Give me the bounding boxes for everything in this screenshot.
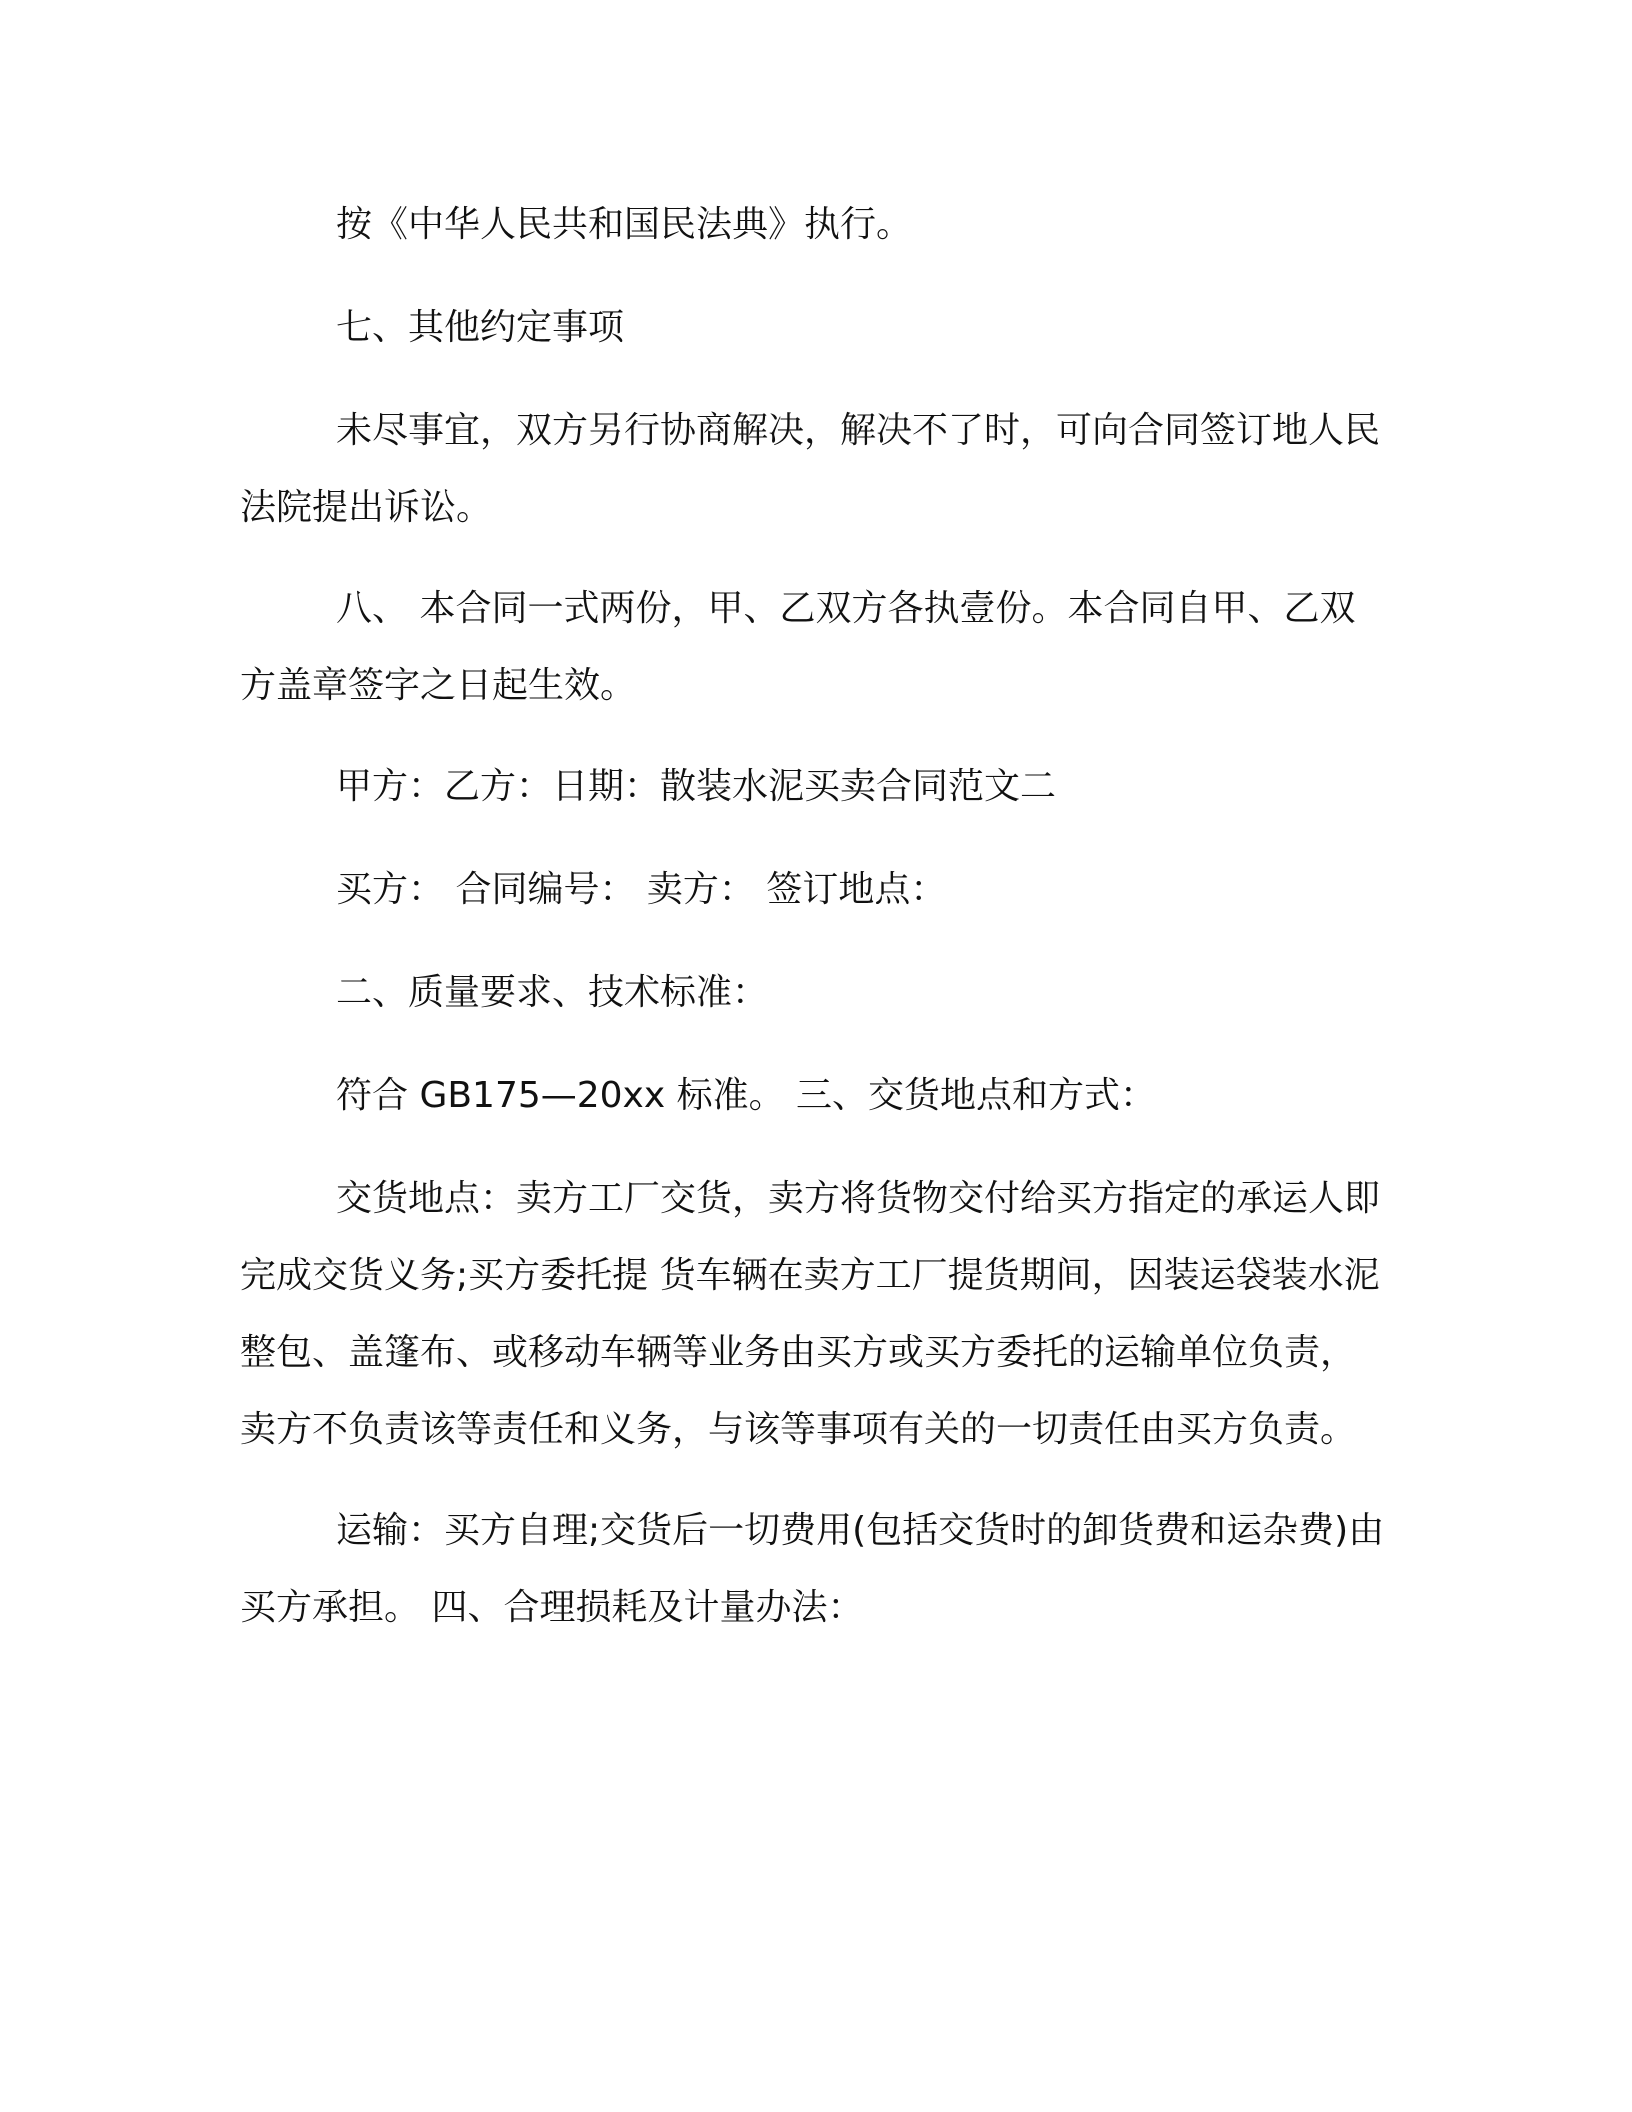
paragraph-buyer-seller-fields: 买方： 合同编号： 卖方： 签订地点：	[336, 869, 947, 910]
paragraph-contract-copies: 八、 本合同一式两份，甲、乙双方各执壹份。本合同自甲、乙双方盖章签字之日起生效。	[240, 588, 1356, 706]
paragraph-unresolved-matters: 未尽事宜，双方另行协商解决，解决不了时，可向合同签订地人民法院提出诉讼。	[240, 410, 1381, 528]
paragraph-delivery-location: 交货地点：卖方工厂交货，卖方将货物交付给买方指定的承运人即完成交货义务;买方委托提 货车辆在卖方工厂提货期间，因装运袋装水泥整包、盖篷布、或移动车辆等业务由买方或买方委托的运输单位负责，卖方不负责该等责任和义务，与该等事项有关的一切责任由买方负责。	[240, 1178, 1381, 1450]
paragraph-civil-code: 按《中华人民共和国民法典》执行。	[336, 204, 913, 245]
paragraph-transport: 运输：买方自理;交货后一切费用(包括交货时的卸货费和运杂费)由买方承担。 四、合理损耗及计量办法：	[240, 1510, 1385, 1628]
paragraph-parties-date: 甲方：乙方：日期：散装水泥买卖合同范文二	[336, 766, 1057, 807]
document-body	[240, 186, 1390, 1646]
paragraph-standard: 符合 GB175—20xx 标准。 三、交货地点和方式：	[336, 1075, 1157, 1116]
section-heading-quality: 二、质量要求、技术标准：	[336, 972, 769, 1013]
section-heading-other-matters: 七、其他约定事项	[336, 307, 625, 348]
